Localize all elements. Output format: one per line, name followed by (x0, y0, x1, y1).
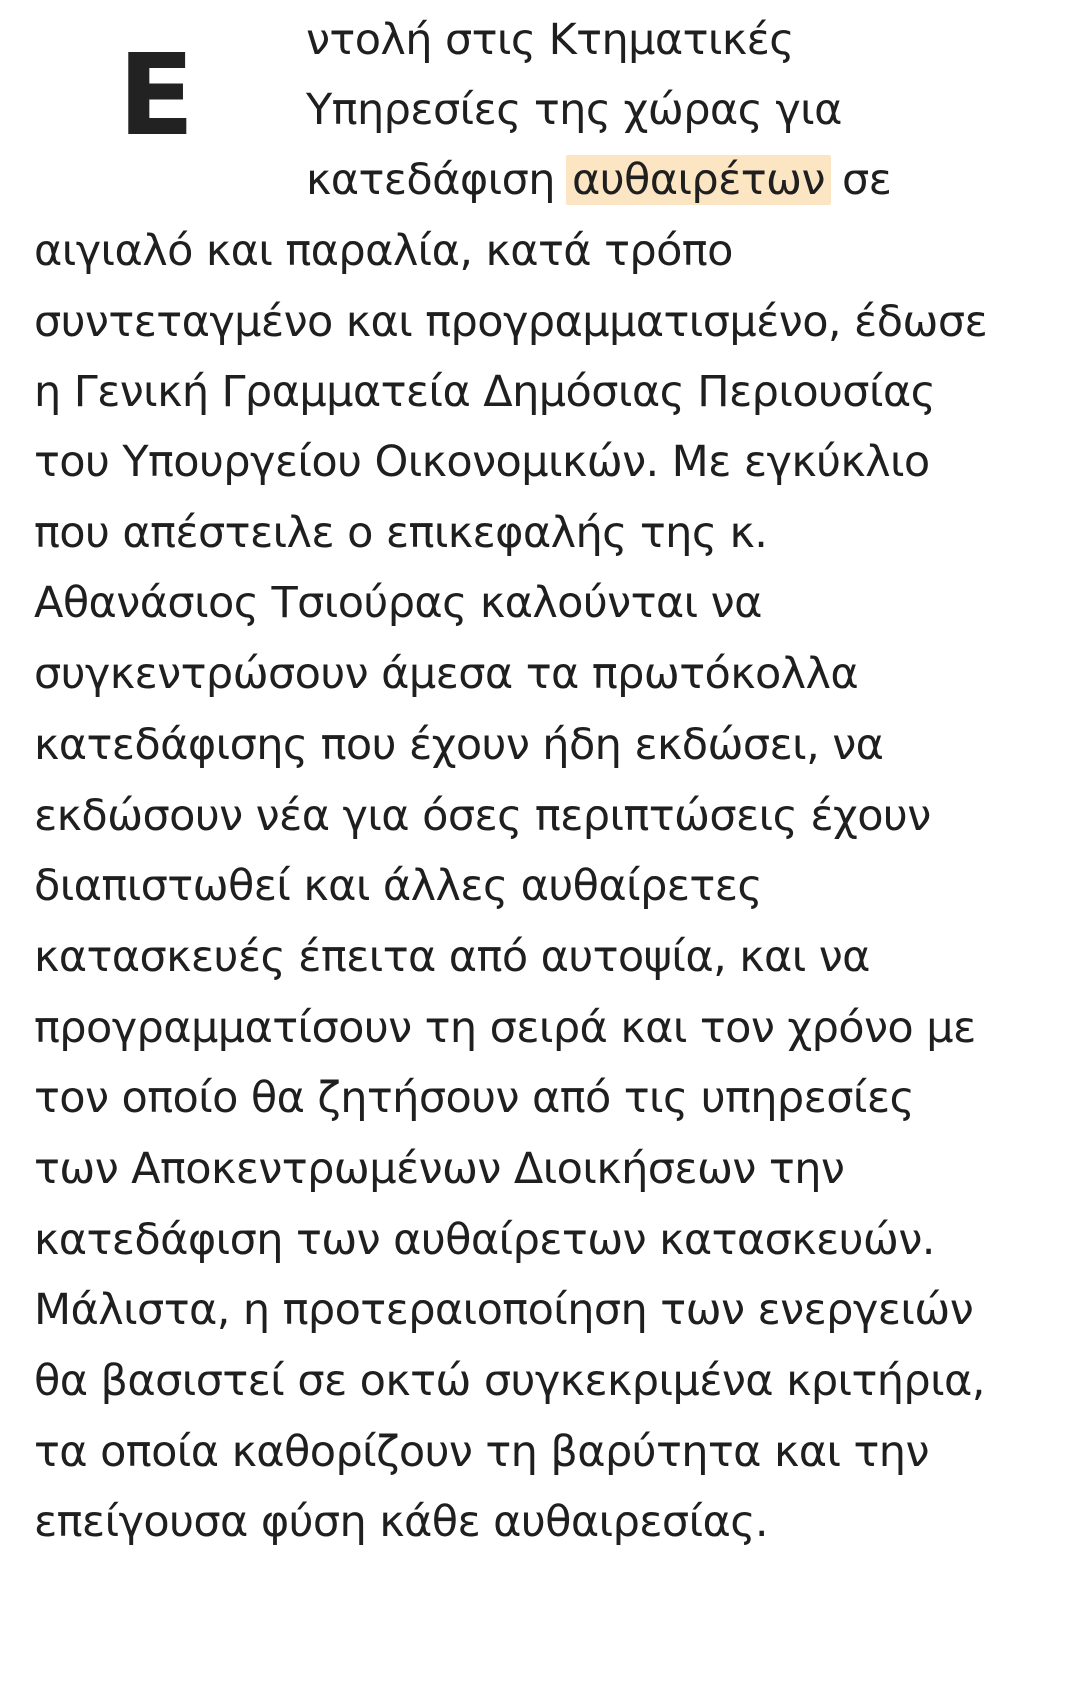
paragraph-text: σε (841, 155, 892, 205)
paragraph-line: κατεδάφισης που έχουν ήδη εκδώσει, να (34, 720, 884, 770)
paragraph-line: κατεδάφιση των αυθαίρετων κατασκευών. (34, 1215, 935, 1265)
paragraph-line: διαπιστωθεί και άλλες αυθαίρετες (34, 861, 762, 911)
highlighted-link[interactable]: αυθαιρέτων (566, 155, 831, 205)
paragraph-line: συντεταγμένο και προγραμματισμένο, έδωσε (34, 297, 988, 347)
paragraph-line: κατασκευές έπειτα από αυτοψία, και να (34, 932, 870, 982)
paragraph-line: αιγιαλό και παραλία, κατά τρόπο (34, 226, 733, 276)
paragraph-line: τον οποίο θα ζητήσουν από τις υπηρεσίες (34, 1073, 915, 1123)
paragraph-line: Υπηρεσίες της χώρας για (306, 85, 842, 135)
paragraph-line: που απέστειλε ο επικεφαλής της κ. (34, 508, 768, 558)
drop-cap: Ε (118, 31, 195, 161)
paragraph-text: κατεδάφιση (306, 155, 555, 205)
paragraph-line: θα βασιστεί σε οκτώ συγκεκριμένα κριτήρια, (34, 1356, 985, 1406)
paragraph-line: των Αποκεντρωμένων Διοικήσεων την (34, 1144, 845, 1194)
paragraph-line: Αθανάσιος Τσιούρας καλούνται να (34, 578, 762, 628)
paragraph-line: ντολή στις Κτηματικές (306, 15, 794, 65)
paragraph-line: τα οποία καθορίζουν τη βαρύτητα και την (34, 1427, 929, 1477)
paragraph-line: εκδώσουν νέα για όσες περιπτώσεις έχουν (34, 791, 931, 841)
paragraph-line: η Γενική Γραμματεία Δημόσιας Περιουσίας (34, 367, 936, 417)
paragraph-line-highlighted (306, 150, 891, 210)
paragraph-line: Μάλιστα, η προτεραιοποίηση των ενεργειών (34, 1285, 974, 1335)
paragraph-line: του Υπουργείου Οικονομικών. Με εγκύκλιο (34, 437, 930, 487)
paragraph-line: προγραμματίσουν τη σειρά και τον χρόνο με (34, 1003, 976, 1053)
paragraph-line: συγκεντρώσουν άμεσα τα πρωτόκολλα (34, 649, 859, 699)
paragraph-line: επείγουσα φύση κάθε αυθαιρεσίας. (34, 1497, 768, 1547)
